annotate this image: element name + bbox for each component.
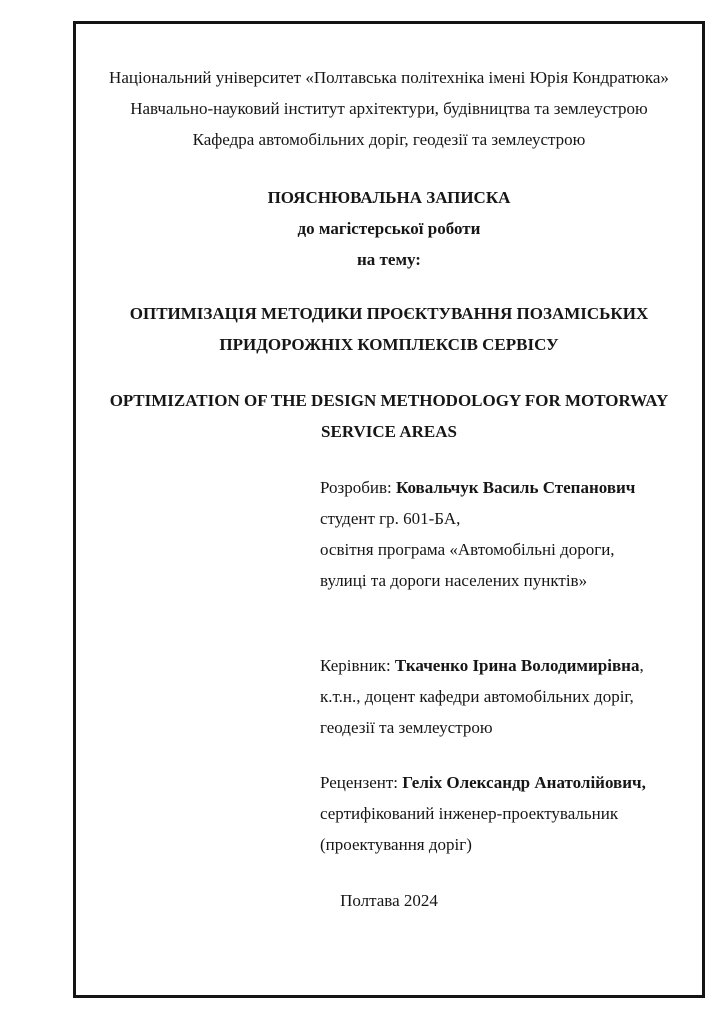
author-group: студент гр. 601-БА, — [320, 509, 461, 528]
reviewer-role-label: Рецензент: — [320, 773, 403, 792]
reviewer-qualification: сертифікований інженер-проектувальник — [320, 804, 619, 823]
supervisor-name-suffix: , — [639, 656, 644, 675]
thesis-title-ukrainian — [76, 298, 702, 360]
thesis-title-en-line1: OPTIMIZATION OF THE DESIGN METHODOLOGY FOR MOTORWAY — [109, 391, 669, 410]
university-header — [76, 62, 702, 155]
topic-label: на тему: — [357, 250, 421, 269]
author-block — [320, 472, 688, 596]
supervisor-degree: к.т.н., доцент кафедри автомобільних доріг, — [320, 687, 634, 706]
institute-name: Навчально-науковий інститут архітектури, будівництва та землеустрою — [130, 99, 648, 118]
city-year: Полтава 2024 — [340, 891, 438, 910]
thesis-title-english — [76, 385, 702, 447]
supervisor-department: геодезії та землеустрою — [320, 718, 493, 737]
reviewer-specialty: (проектування доріг) — [320, 835, 472, 854]
supervisor-role-label: Керівник: — [320, 656, 395, 675]
document-type-block — [76, 182, 702, 275]
page-border-frame — [73, 21, 705, 998]
document-type: ПОЯСНЮВАЛЬНА ЗАПИСКА — [267, 188, 511, 207]
department-name: Кафедра автомобільних доріг, геодезії та землеустрою — [192, 130, 586, 149]
footer-block — [76, 885, 702, 916]
author-name: Ковальчук Василь Степанович — [396, 478, 636, 497]
supervisor-name: Ткаченко Ірина Володимирівна — [394, 656, 640, 675]
document-subtype: до магістерської роботи — [297, 219, 481, 238]
author-program-line1: освітня програма «Автомобільні дороги, — [320, 540, 615, 559]
reviewer-name: Геліх Олександр Анатолійович, — [402, 773, 646, 792]
author-line — [320, 472, 688, 503]
supervisor-block — [320, 650, 688, 743]
university-name: Національний університет «Полтавська політехніка імені Юрія Кондратюка» — [109, 68, 669, 87]
reviewer-block — [320, 767, 688, 860]
thesis-title-en-line2: SERVICE AREAS — [321, 422, 457, 441]
author-program-line2: вулиці та дороги населених пунктів» — [320, 571, 588, 590]
author-role-label: Розробив: — [320, 478, 396, 497]
reviewer-line — [320, 767, 688, 798]
supervisor-line — [320, 650, 688, 681]
thesis-title-ua-line2: ПРИДОРОЖНІХ КОМПЛЕКСІВ СЕРВІСУ — [219, 335, 559, 354]
thesis-title-ua-line1: ОПТИМІЗАЦІЯ МЕТОДИКИ ПРОЄКТУВАННЯ ПОЗАМІСЬКИХ — [129, 304, 649, 323]
